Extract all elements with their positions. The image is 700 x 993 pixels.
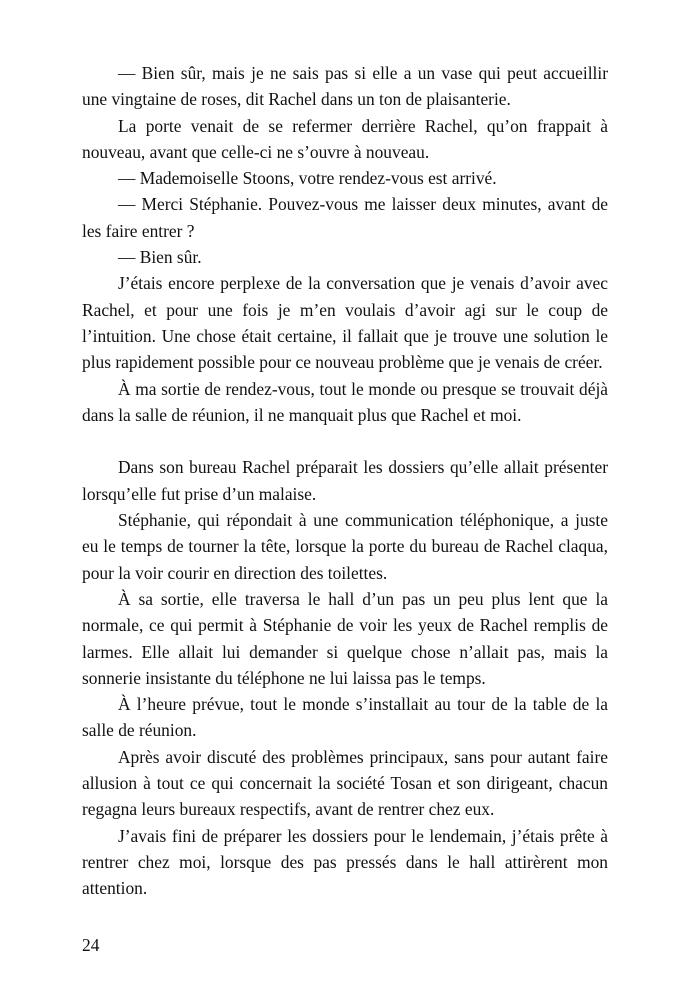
paragraph: À ma sortie de rendez-vous, tout le monde ou presque se trouvait déjà dans la salle de réunion, il ne manquait plus que Rachel et moi. xyxy=(82,378,608,425)
paragraph: À sa sortie, elle traversa le hall d’un pas un peu plus lent que la normale, ce qui permit à Stéphanie de voir les yeux de Rachel remplis de larmes. Elle allait lui demander si quelque chose n’allait pas, mais la sonnerie insistante du téléphone ne lui laissa pas le temps. xyxy=(82,588,608,688)
paragraph: La porte venait de se refermer derrière Rachel, qu’on frappait à nouveau, avant que celle-ci ne s’ouvre à nouveau. xyxy=(82,115,608,162)
paragraph: J’avais fini de préparer les dossiers pour le lendemain, j’étais prête à rentrer chez moi, lorsque des pas pressés dans le hall attirèrent mon attention. xyxy=(82,825,608,899)
paragraph: — Merci Stéphanie. Pouvez-vous me laisser deux minutes, avant de les faire entrer ? xyxy=(82,194,608,241)
paragraph: À l’heure prévue, tout le monde s’installait au tour de la table de la salle de réunion. xyxy=(82,694,608,741)
paragraph: Stéphanie, qui répondait à une communication téléphonique, a juste eu le temps de tourner la tête, lorsque la porte du bureau de Rachel claqua, pour la voir courir en direction des toilettes. xyxy=(82,510,608,583)
paragraph: — Bien sûr, mais je ne sais pas si elle a un vase qui peut accueillir une vingtaine de roses, dit Rachel dans un ton de plaisanterie. xyxy=(82,63,608,110)
paragraph: — Mademoiselle Stoons, votre rendez-vous est arrivé. xyxy=(118,168,497,189)
section-break xyxy=(82,428,608,454)
page-body xyxy=(82,60,608,902)
paragraph: J’étais encore perplexe de la conversation que je venais d’avoir avec Rachel, et pour une fois je m’en voulais d’avoir agi sur le coup de l’intuition. Une chose était certaine, il fallait que je trouve une solution le plus rapidement possible pour ce nouveau problème que je venais de créer. xyxy=(82,273,608,373)
page-number: 24 xyxy=(82,935,100,955)
paragraph: — Bien sûr. xyxy=(118,247,202,268)
paragraph: Après avoir discuté des problèmes principaux, sans pour autant faire allusion à tout ce qui concernait la société Tosan et son dirigeant, chacun regagna leurs bureaux respectifs, avant de rentrer chez eux. xyxy=(82,746,608,820)
paragraph: Dans son bureau Rachel préparait les dossiers qu’elle allait présenter lorsqu’elle fut prise d’un malaise. xyxy=(82,457,608,504)
